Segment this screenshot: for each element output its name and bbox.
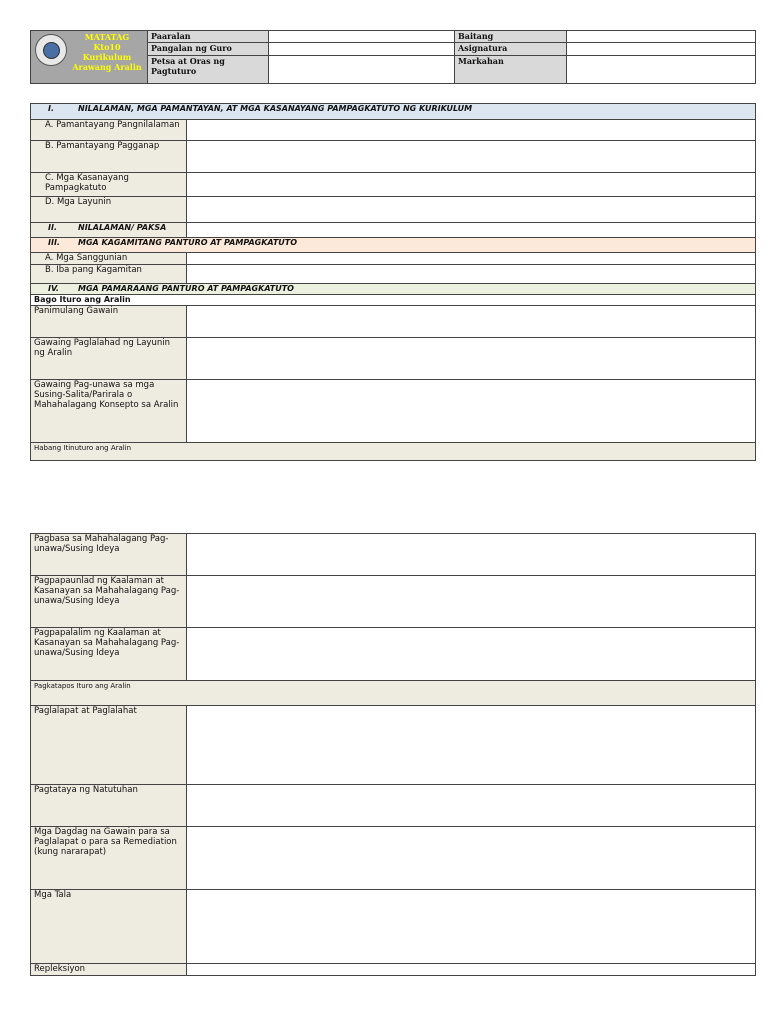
- logo-cell: [31, 31, 148, 84]
- introductory-activity-label: Panimulang Gawain: [31, 306, 187, 338]
- content-standard-label: A. Pamantayang Pangnilalaman: [31, 120, 187, 141]
- lesson-plan-table-page-1: [30, 103, 756, 461]
- section-3-title: MGA KAGAMITANG PANTURO AT PAMPAGKATUTO: [78, 238, 298, 247]
- developing-knowledge-field[interactable]: [187, 576, 756, 628]
- header-table: [30, 30, 756, 84]
- section-2-title: NILALAMAN/ PAKSA: [78, 223, 167, 232]
- performance-standard-label: B. Pamantayang Pagganap: [31, 141, 187, 173]
- subject-label: Asignatura: [455, 43, 567, 56]
- reflection-field[interactable]: [187, 964, 756, 976]
- logo-text: [67, 32, 147, 72]
- section-4-numeral: IV.: [48, 284, 59, 293]
- objectives-presentation-label: Gawaing Paglalahad ng Layunin ng Aralin: [31, 338, 187, 380]
- assessment-field[interactable]: [187, 785, 756, 827]
- logo-line: Arawang Aralin: [72, 62, 142, 72]
- references-label: A. Mga Sanggunian: [31, 253, 187, 265]
- other-materials-label: B. Iba pang Kagamitan: [31, 265, 187, 284]
- teacher-field[interactable]: [269, 43, 455, 56]
- after-lesson-header: Pagkatapos Ituro ang Aralin: [31, 681, 756, 706]
- reading-key-ideas-field[interactable]: [187, 534, 756, 576]
- application-generalization-field[interactable]: [187, 706, 756, 785]
- quarter-label: Markahan: [455, 56, 567, 84]
- references-field[interactable]: [187, 253, 756, 265]
- school-label: Paaralan: [148, 31, 269, 43]
- remarks-field[interactable]: [187, 890, 756, 964]
- section-4-header: [31, 284, 756, 295]
- remarks-label: Mga Tala: [31, 890, 187, 964]
- reflection-label: Repleksiyon: [31, 964, 187, 976]
- key-concepts-field[interactable]: [187, 380, 756, 443]
- before-lesson-header: Bago Ituro ang Aralin: [31, 295, 756, 306]
- date-time-field[interactable]: [269, 56, 455, 84]
- reading-key-ideas-label: Pagbasa sa Mahahalagang Pag-unawa/Susing Ideya: [31, 534, 187, 576]
- section-3-header: [31, 238, 756, 253]
- topic-field[interactable]: [187, 223, 756, 238]
- lesson-plan-table-page-2: [30, 533, 756, 976]
- performance-standard-field[interactable]: [187, 141, 756, 173]
- application-generalization-label: Paglalapat at Paglalahat: [31, 706, 187, 785]
- logo-line: MATATAG: [84, 32, 130, 42]
- content-standard-field[interactable]: [187, 120, 756, 141]
- grade-field[interactable]: [567, 31, 756, 43]
- school-field[interactable]: [269, 31, 455, 43]
- logo-line: Kurikulum: [82, 52, 132, 62]
- deepening-knowledge-field[interactable]: [187, 628, 756, 681]
- assessment-label: Pagtataya ng Natutuhan: [31, 785, 187, 827]
- objectives-label: D. Mga Layunin: [31, 197, 187, 223]
- grade-label: Baitang: [455, 31, 567, 43]
- during-lesson-header: Habang Itinuturo ang Aralin: [31, 443, 756, 461]
- objectives-field[interactable]: [187, 197, 756, 223]
- other-materials-field[interactable]: [187, 265, 756, 284]
- deepening-knowledge-label: Pagpapalalim ng Kaalaman at Kasanayan sa Mahahalagang Pag-unawa/Susing Ideya: [31, 628, 187, 681]
- section-1-title: NILALAMAN, MGA PAMANTAYAN, AT MGA KASANAYANG PAMPAGKATUTO NG KURIKULUM: [78, 104, 473, 113]
- section-2-header: [31, 223, 187, 238]
- teacher-label: Pangalan ng Guro: [148, 43, 269, 56]
- developing-knowledge-label: Pagpapaunlad ng Kaalaman at Kasanayan sa Mahahalagang Pag-unawa/Susing Ideya: [31, 576, 187, 628]
- section-1-header: [31, 104, 756, 120]
- section-2-numeral: II.: [48, 223, 57, 232]
- additional-activities-label: Mga Dagdag na Gawain para sa Paglalapat o para sa Remediation (kung nararapat): [31, 827, 187, 890]
- section-4-title: MGA PAMARAANG PANTURO AT PAMPAGKATUTO: [78, 284, 294, 293]
- key-concepts-label: Gawaing Pag-unawa sa mga Susing-Salita/Parirala o Mahahalagang Konsepto sa Aralin: [31, 380, 187, 443]
- learning-competencies-label: C. Mga Kasanayang Pampagkatuto: [31, 173, 187, 197]
- section-1-numeral: I.: [48, 104, 55, 113]
- objectives-presentation-field[interactable]: [187, 338, 756, 380]
- quarter-field[interactable]: [567, 56, 756, 84]
- deped-seal-icon: [35, 34, 67, 66]
- additional-activities-field[interactable]: [187, 827, 756, 890]
- learning-competencies-field[interactable]: [187, 173, 756, 197]
- date-time-label: Petsa at Oras ng Pagtuturo: [148, 56, 269, 84]
- introductory-activity-field[interactable]: [187, 306, 756, 338]
- section-3-numeral: III.: [48, 238, 60, 247]
- logo-line: Kto10: [93, 42, 121, 52]
- subject-field[interactable]: [567, 43, 756, 56]
